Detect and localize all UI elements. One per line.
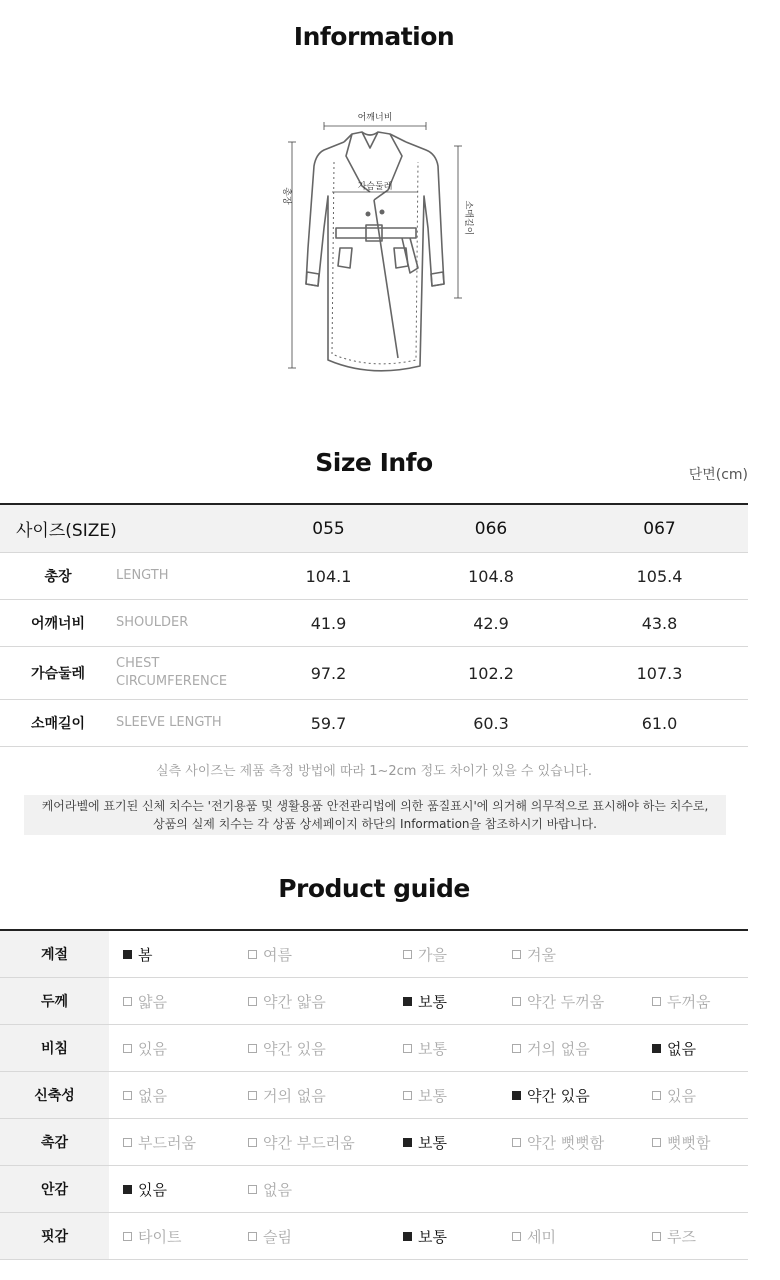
guide-option [403,1025,512,1071]
guide-option-label: 약간 있음 [263,1039,326,1058]
guide-option-label: 부드러움 [138,1133,196,1152]
guide-option-label: 두꺼움 [667,992,711,1011]
care-label-notice [24,795,726,835]
information-title: Information [293,22,455,51]
guide-option-label: 보통 [418,992,447,1011]
guide-option [403,931,512,977]
guide-option [248,931,403,977]
guide-option-label: 얇음 [138,992,167,1011]
guide-option [512,1025,652,1071]
guide-spacer [109,931,123,977]
guide-option [652,1119,748,1165]
unchecked-box-icon [512,1138,521,1147]
row-kor-label: 총장 [44,569,72,585]
chest-label: 가슴둘레 [357,182,393,192]
guide-option [123,1072,248,1118]
guide-option-label: 보통 [418,1133,447,1152]
unchecked-box-icon [512,1232,521,1241]
guide-option [512,931,652,977]
guide-option-label: 슬림 [263,1227,292,1246]
size-table-header [0,505,748,553]
checked-box-icon [652,1044,661,1053]
guide-option-label: 없음 [263,1180,292,1199]
notice-line: 케어라벨에 표기된 신체 치수는 '전기용품 및 생활용품 안전관리법에 의한 품질표시'에 의거해 의무적으로 표시해야 하는 치수로, [41,799,709,813]
size-header-value: 067 [643,518,676,539]
size-row-shoulder [0,600,748,647]
guide-row [0,931,748,978]
guide-option [512,1213,652,1259]
guide-option [512,1119,652,1165]
guide-option-label: 가을 [418,945,447,964]
size-value: 105.4 [636,566,683,586]
guide-option [403,978,512,1024]
guide-option [123,1025,248,1071]
unchecked-box-icon [123,1044,132,1053]
guide-spacer [109,1166,123,1212]
guide-row-label: 안감 [0,1166,109,1212]
guide-option-label: 뻣뻣함 [667,1133,711,1152]
size-value: 42.9 [473,613,509,633]
row-kor-label: 가슴둘레 [30,666,86,682]
unchecked-box-icon [248,997,257,1006]
guide-option-label: 약간 부드러움 [263,1133,355,1152]
row-eng-label: SHOULDER [116,615,189,630]
guide-option-label: 약간 뻣뻣함 [527,1133,605,1152]
size-value: 43.8 [641,613,678,633]
row-kor-label: 소매길이 [30,716,86,732]
length-label: 총장 [281,187,291,205]
size-value: 41.9 [310,613,347,633]
guide-option-label: 약간 얇음 [263,992,326,1011]
guide-option [403,1213,512,1259]
guide-option [248,1072,403,1118]
shoulder-label: 어깨너비 [357,113,393,123]
unchecked-box-icon [652,1232,661,1241]
guide-option [248,1166,403,1212]
row-eng-label: LENGTH [116,568,169,583]
guide-option-label: 보통 [418,1086,447,1105]
guide-option-label: 거의 없음 [263,1086,326,1105]
unchecked-box-icon [652,1091,661,1100]
checked-box-icon [403,1138,412,1147]
guide-option [248,1213,403,1259]
guide-option-label: 루즈 [667,1227,696,1246]
guide-option [123,1166,248,1212]
guide-option-label: 약간 두꺼움 [527,992,605,1011]
sleeve-label: 소매길이 [463,200,473,236]
unchecked-box-icon [248,1185,257,1194]
row-kor-label: 어깨너비 [30,616,86,632]
guide-option-label: 여름 [263,945,292,964]
size-row-length [0,553,748,600]
guide-row [0,1119,748,1166]
guide-option-label: 겨울 [527,945,556,964]
guide-spacer [109,1025,123,1071]
unchecked-box-icon [652,997,661,1006]
unchecked-box-icon [652,1138,661,1147]
guide-option [652,1072,748,1118]
guide-option [248,1025,403,1071]
product-guide-table [0,929,748,1260]
guide-option-label: 있음 [138,1180,167,1199]
size-value: 61.0 [641,713,678,733]
guide-spacer [109,978,123,1024]
guide-row [0,1213,748,1260]
guide-row [0,1072,748,1119]
size-value: 59.7 [310,713,347,733]
guide-option [123,1213,248,1259]
guide-option-label: 봄 [138,945,153,964]
guide-option [652,1213,748,1259]
guide-spacer [109,1119,123,1165]
guide-option [248,978,403,1024]
guide-option-label: 타이트 [138,1227,182,1246]
guide-row [0,978,748,1025]
unit-label: 단면(cm) [688,467,748,483]
guide-spacer [109,1072,123,1118]
unchecked-box-icon [403,1091,412,1100]
guide-row-label: 촉감 [0,1119,109,1165]
guide-option [403,1072,512,1118]
guide-row-label: 핏감 [0,1213,109,1259]
unchecked-box-icon [512,997,521,1006]
guide-option-label: 보통 [418,1039,447,1058]
coat-measurement-diagram [270,108,480,388]
unchecked-box-icon [512,1044,521,1053]
size-row-sleeve [0,700,748,747]
size-header-label: 사이즈(SIZE) [16,521,117,541]
guide-row-label: 신축성 [0,1072,109,1118]
unchecked-box-icon [123,1138,132,1147]
guide-option [123,1119,248,1165]
guide-row [0,1025,748,1072]
checked-box-icon [403,997,412,1006]
product-guide-title: Product guide [278,874,470,903]
guide-row-label: 비침 [0,1025,109,1071]
guide-option [123,931,248,977]
size-value: 97.2 [310,663,347,683]
unchecked-box-icon [123,1091,132,1100]
guide-option-label: 거의 없음 [527,1039,590,1058]
guide-option [652,978,748,1024]
guide-row-label: 계절 [0,931,109,977]
unchecked-box-icon [123,1232,132,1241]
unchecked-box-icon [248,950,257,959]
measurement-note: 실측 사이즈는 제품 측정 방법에 따라 1~2cm 정도 차이가 있을 수 있습니다. [156,764,592,779]
size-value: 104.1 [305,566,352,586]
checked-box-icon [123,1185,132,1194]
size-info-title: Size Info [315,448,433,477]
guide-option-label: 있음 [138,1039,167,1058]
guide-option-label: 없음 [667,1039,696,1058]
unchecked-box-icon [403,950,412,959]
size-header-value: 055 [312,518,345,539]
size-value: 104.8 [468,566,514,586]
unchecked-box-icon [248,1232,257,1241]
guide-option [512,1072,652,1118]
guide-option [652,1025,748,1071]
row-eng-label: CHEST CIRCUMFERENCE [116,656,228,689]
unchecked-box-icon [403,1044,412,1053]
unchecked-box-icon [512,950,521,959]
size-table [0,503,748,747]
unchecked-box-icon [248,1091,257,1100]
size-header-value: 066 [474,518,508,539]
guide-option-label: 보통 [418,1227,447,1246]
notice-line: 상품의 실제 치수는 각 상품 상세페이지 하단의 Information을 참조하시기 바랍니다. [153,817,597,831]
guide-option [123,978,248,1024]
guide-row [0,1166,748,1213]
checked-box-icon [123,950,132,959]
guide-spacer [109,1213,123,1259]
unchecked-box-icon [248,1044,257,1053]
size-row-chest [0,647,748,700]
checked-box-icon [403,1232,412,1241]
size-value: 102.2 [468,663,514,683]
size-value: 60.3 [473,713,509,733]
guide-option [512,978,652,1024]
guide-option [403,1119,512,1165]
guide-option-label: 세미 [527,1227,556,1246]
row-eng-label: SLEEVE LENGTH [116,715,222,730]
size-value: 107.3 [636,663,683,683]
guide-option-label: 없음 [138,1086,167,1105]
unchecked-box-icon [123,997,132,1006]
checked-box-icon [512,1091,521,1100]
guide-option-label: 약간 있음 [527,1086,590,1105]
unchecked-box-icon [248,1138,257,1147]
guide-option-label: 있음 [667,1086,696,1105]
guide-option [248,1119,403,1165]
guide-row-label: 두께 [0,978,109,1024]
